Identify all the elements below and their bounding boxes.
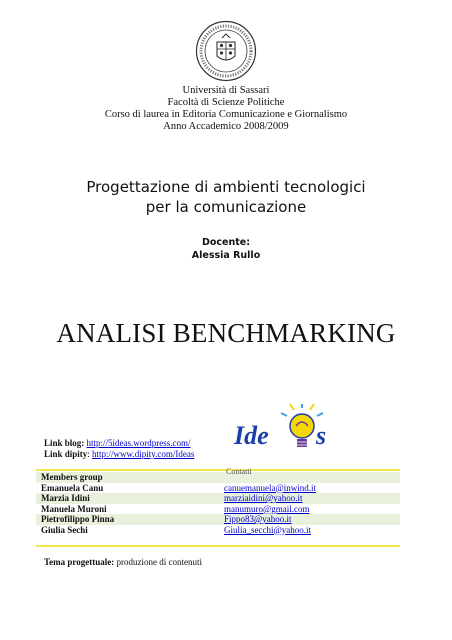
course-name: Corso di laurea in Editoria Comunicazione e Giornalismo [104, 109, 348, 120]
table-row [36, 514, 400, 525]
member-email-link[interactable]: manumuro@gmail.com [224, 503, 310, 514]
members-header-label: Members group [41, 472, 103, 482]
academic-year: Anno Accademico 2008/2009 [163, 121, 289, 132]
course-title-line2: per la comunicazione [145, 198, 307, 216]
document-title: ANALISI BENCHMARKING [56, 318, 396, 348]
docente-label: Docente: [201, 237, 251, 248]
dipity-link-label: Link dipity [44, 449, 88, 459]
blog-link[interactable]: http://5ideas.wordpress.com/ [86, 438, 191, 448]
blog-link-label: Link blog: [44, 438, 85, 448]
member-email-link[interactable]: Giulia_secchi@yahoo.it [224, 524, 312, 535]
contact-header-label: Contatti [226, 467, 252, 476]
member-email-link[interactable]: Fippo83@yahoo.it [224, 514, 292, 524]
course-title [0, 177, 452, 217]
docente-block [0, 236, 452, 262]
member-name: Giulia Sechi [41, 524, 88, 535]
member-name: Marzia Idini [41, 493, 90, 503]
blog-link-row [44, 438, 194, 449]
members-table-header [36, 467, 400, 483]
member-name: Manuela Muroni [41, 503, 107, 514]
svg-text:s: s [316, 421, 327, 450]
table-row [36, 525, 400, 536]
faculty-name: Facoltà di Scienze Politiche [167, 97, 285, 108]
svg-text:Ide: Ide [234, 421, 269, 450]
project-theme-label: Tema progettuale: [44, 557, 115, 567]
table-row [36, 504, 400, 515]
table-row [36, 493, 400, 504]
course-title-line1: Progettazione di ambienti tecnologici [86, 178, 366, 196]
project-theme [44, 557, 202, 567]
table-row [36, 483, 400, 494]
university-seal-icon [195, 20, 257, 82]
docente-name: Alessia Rullo [191, 250, 261, 261]
links-block [44, 438, 194, 460]
table-bottom-rule [36, 545, 400, 547]
project-theme-value: produzione di contenuti [114, 557, 202, 567]
member-email-link[interactable]: canuemanuela@inwind.it [224, 482, 317, 493]
members-table [36, 467, 400, 535]
dipity-link[interactable]: http://www.dipity.com/Ideas [92, 449, 195, 459]
university-name: Università di Sassari [182, 85, 270, 96]
university-header [0, 85, 452, 133]
member-email-link[interactable]: marziaidini@yahoo.it [224, 493, 303, 503]
member-name: Emanuela Canu [41, 482, 104, 493]
member-name: Pietrofilippo Pinna [41, 514, 115, 524]
dipity-link-row [44, 449, 194, 460]
ideas-logo [232, 404, 338, 462]
dipity-separator: : [87, 449, 93, 459]
